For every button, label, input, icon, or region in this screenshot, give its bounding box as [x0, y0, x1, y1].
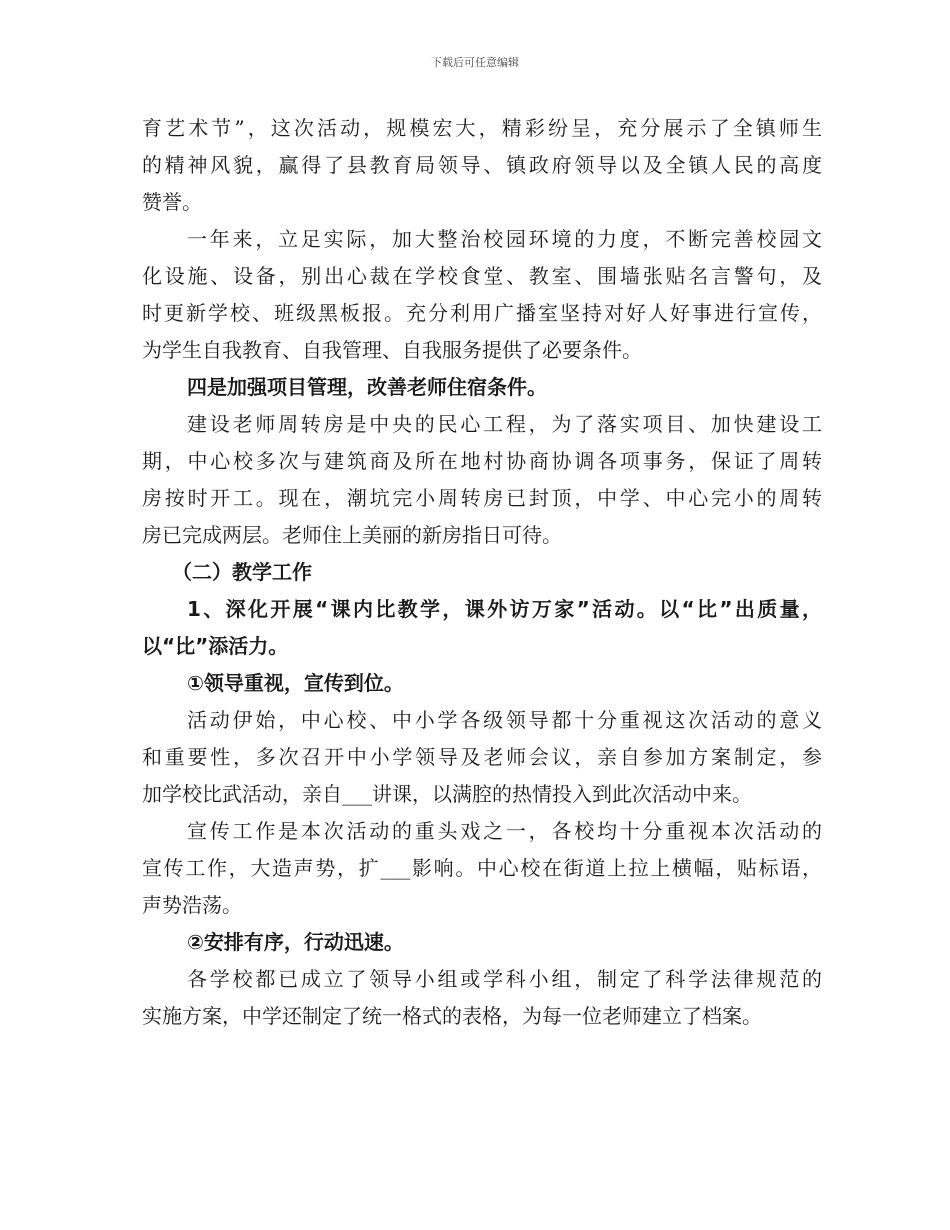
heading-line: ②安排有序，行动迅速。	[187, 930, 404, 954]
text-line: 的精神风貌，赢得了县教育局领导、镇政府领导以及全镇人民的高度	[142, 153, 822, 177]
text-line: 宣传工作是本次活动的重头戏之一，各校均十分重视本次活动的	[187, 819, 822, 843]
text-line: 加学校比武活动，亲自___讲课，以满腔的热情投入到此次活动中来。	[142, 782, 752, 806]
text-line: 时更新学校、班级黑板报。充分利用广播室坚持对好人好事进行宣传，	[142, 301, 822, 325]
heading-line: 以“比”添活力。	[142, 634, 289, 658]
paragraph	[142, 813, 822, 924]
document-body	[142, 110, 822, 1035]
paragraph	[142, 110, 822, 221]
heading-line: （二）教学工作	[172, 560, 312, 584]
text-line: 化设施、设备，别出心裁在学校食堂、教室、围墙张贴名言警句，及	[142, 264, 822, 288]
text-line: 各学校都已成立了领导小组或学科小组，制定了科学法律规范的	[187, 967, 822, 991]
section-heading	[142, 665, 822, 702]
text-line: 房已完成两层。老师住上美丽的新房指日可待。	[142, 523, 562, 547]
section-heading	[142, 369, 822, 406]
text-line: 为学生自我教育、自我管理、自我服务提供了必要条件。	[142, 338, 642, 362]
text-line: 期，中心校多次与建筑商及所在地村协商协调各项事务，保证了周转	[142, 449, 822, 473]
paragraph	[142, 221, 822, 369]
text-line: 声势浩荡。	[142, 893, 242, 917]
text-line: 和重要性，多次召开中小学领导及老师会议，亲自参加方案制定，参	[142, 745, 822, 769]
text-line: 房按时开工。现在，潮坑完小周转房已封顶，中学、中心完小的周转	[142, 486, 822, 510]
heading-line: 1、深化开展“课内比教学，课外访万家”活动。以“比”出质量，	[187, 597, 822, 621]
paragraph	[142, 961, 822, 1035]
heading-line: ①领导重视，宣传到位。	[187, 671, 404, 695]
text-line: 实施方案，中学还制定了统一格式的表格，为每一位老师建立了档案。	[142, 1004, 762, 1028]
text-line: 一年来，立足实际，加大整治校园环境的力度，不断完善校园文	[187, 227, 822, 251]
section-heading	[142, 924, 822, 961]
text-line: 赞誉。	[142, 190, 202, 214]
section-heading	[142, 554, 822, 591]
page-header: 下载后可任意编辑	[431, 56, 519, 69]
text-line: 建设老师周转房是中央的民心工程，为了落实项目、加快建设工	[187, 412, 822, 436]
text-line: 活动伊始，中心校、中小学各级领导都十分重视这次活动的意义	[187, 708, 822, 732]
section-heading	[142, 591, 822, 665]
text-line: 育艺术节”，这次活动，规模宏大，精彩纷呈，充分展示了全镇师生	[142, 116, 822, 140]
text-line: 宣传工作，大造声势，扩___影响。中心校在街道上拉上横幅，贴标语，	[142, 856, 822, 880]
paragraph	[142, 406, 822, 554]
heading-line: 四是加强项目管理，改善老师住宿条件。	[187, 375, 547, 399]
paragraph	[142, 702, 822, 813]
